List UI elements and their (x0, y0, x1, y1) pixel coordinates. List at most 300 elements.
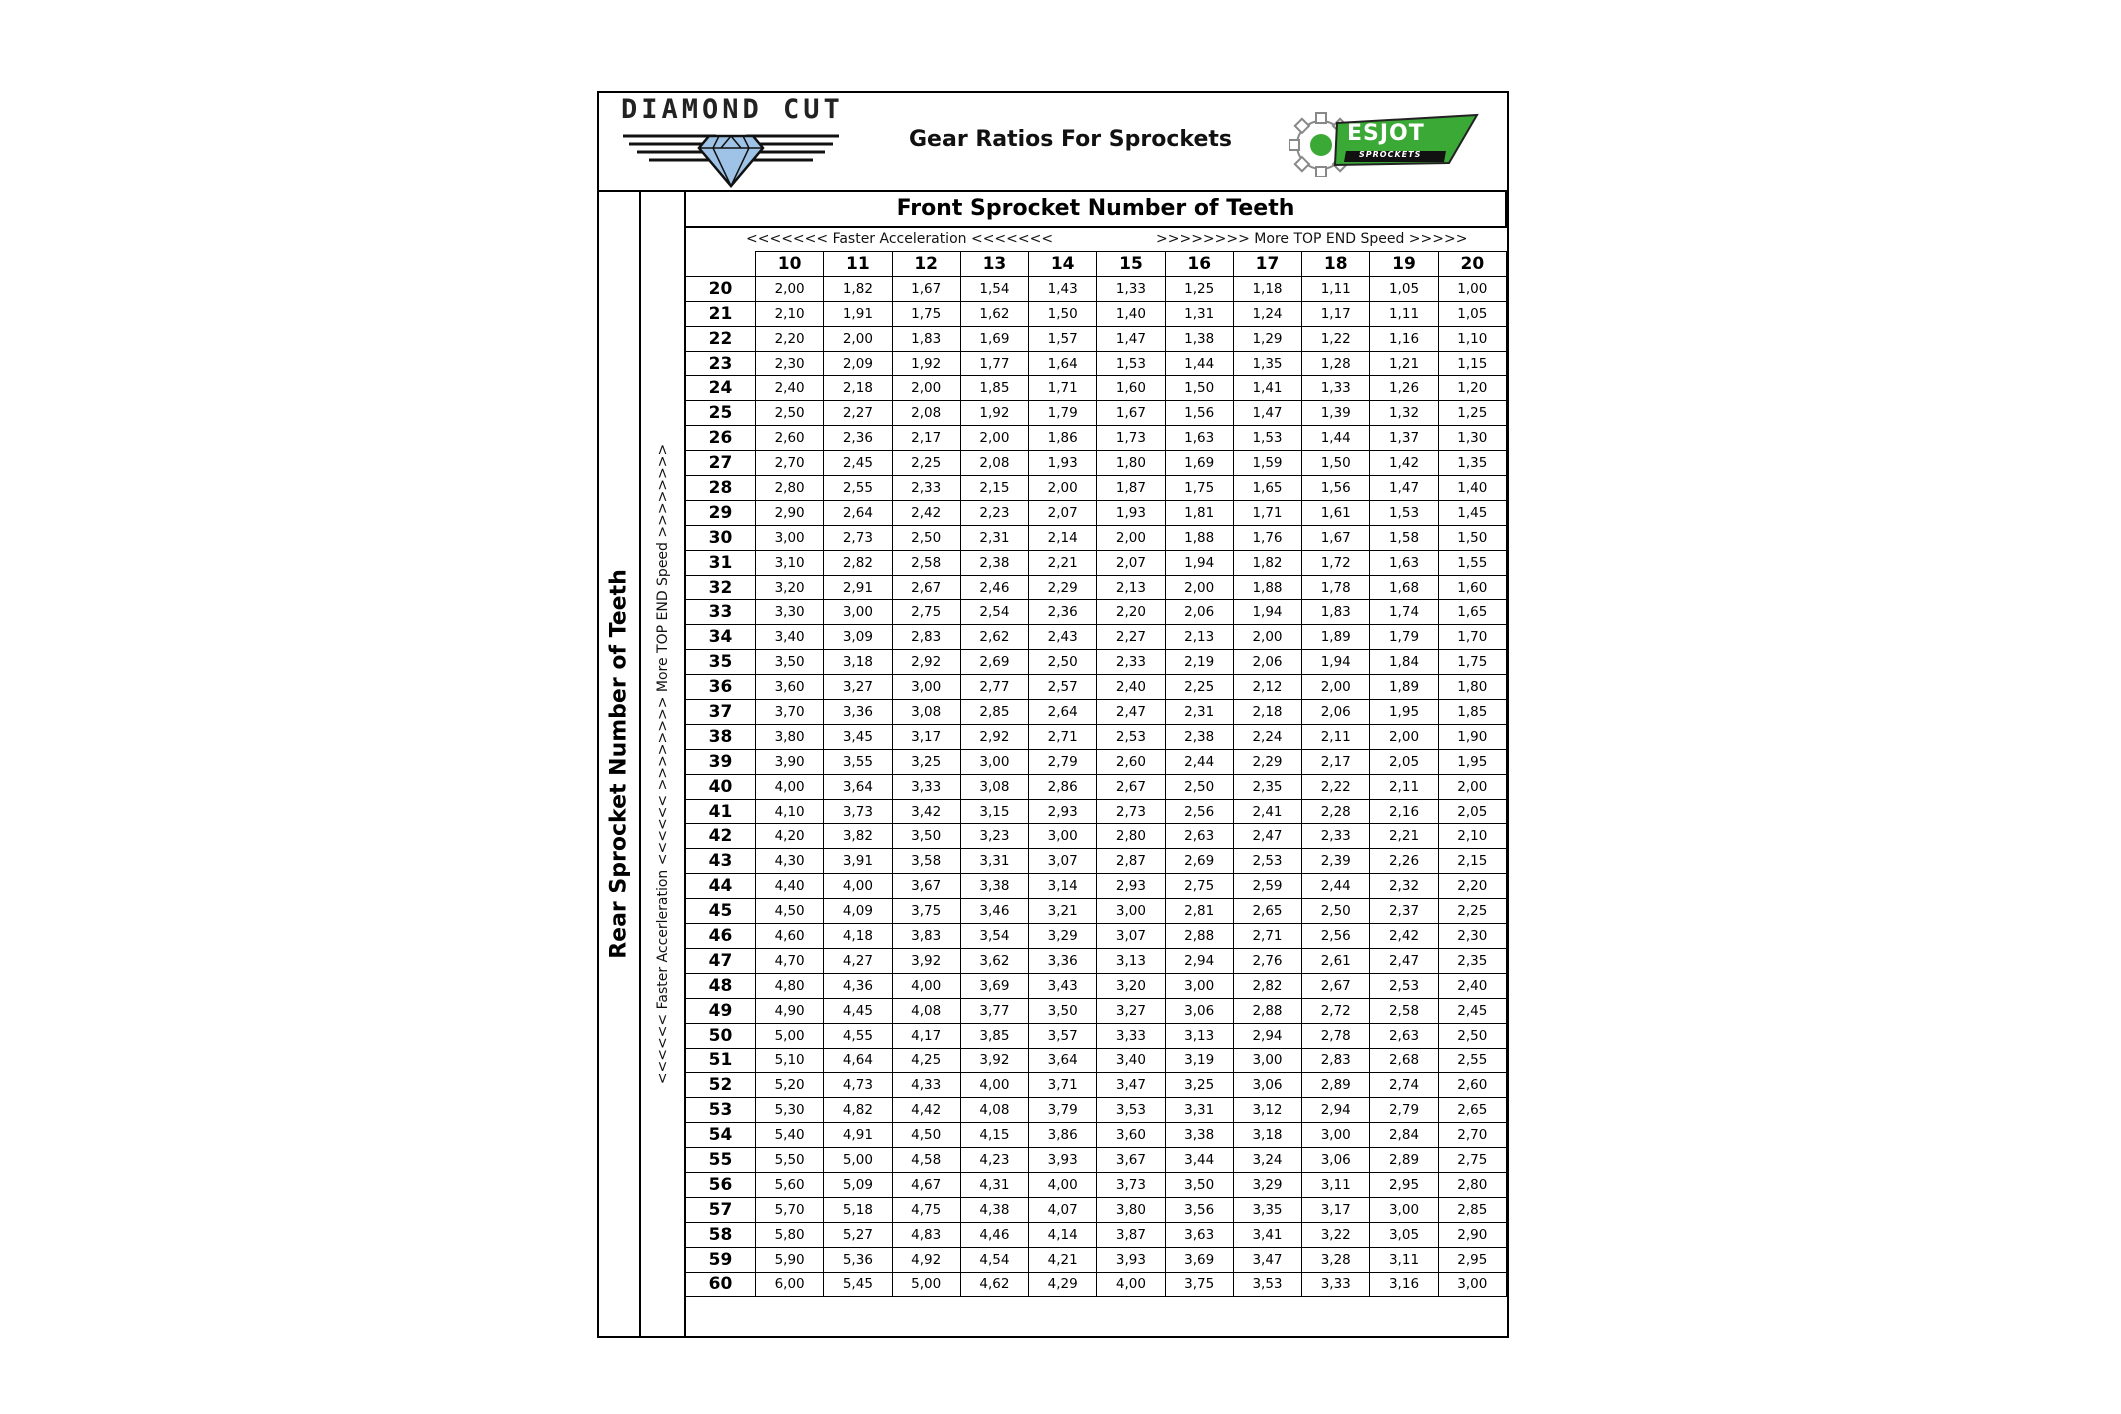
ratio-cell: 4,00 (755, 774, 823, 799)
ratio-cell: 2,50 (755, 401, 823, 426)
ratio-cell: 3,50 (755, 650, 823, 675)
ratio-cell: 2,88 (1165, 924, 1233, 949)
ratio-cell: 4,90 (755, 998, 823, 1023)
ratio-cell: 2,65 (1233, 899, 1301, 924)
ratio-cell: 2,13 (1097, 575, 1165, 600)
ratio-cell: 3,31 (1165, 1098, 1233, 1123)
ratio-cell: 2,55 (824, 476, 892, 501)
ratio-cell: 3,46 (960, 899, 1028, 924)
ratio-cell: 1,83 (1302, 600, 1370, 625)
ratio-cell: 1,78 (1302, 575, 1370, 600)
ratio-cell: 3,00 (960, 749, 1028, 774)
ratio-cell: 5,00 (755, 1023, 823, 1048)
ratio-cell: 2,74 (1370, 1073, 1438, 1098)
rear-teeth-cell: 49 (686, 998, 755, 1023)
ratio-cell: 1,79 (1029, 401, 1097, 426)
ratio-cell: 1,75 (892, 301, 960, 326)
ratio-cell: 2,50 (1029, 650, 1097, 675)
ratio-cell: 4,00 (1029, 1172, 1097, 1197)
ratio-cell: 3,63 (1165, 1222, 1233, 1247)
ratio-cell: 2,33 (1097, 650, 1165, 675)
ratio-cell: 1,44 (1302, 426, 1370, 451)
ratio-cell: 2,85 (1438, 1197, 1506, 1222)
ratio-cell: 3,64 (824, 774, 892, 799)
ratio-cell: 2,05 (1438, 799, 1506, 824)
ratio-cell: 2,45 (1438, 998, 1506, 1023)
table-row (686, 749, 1507, 774)
ratio-cell: 3,53 (1097, 1098, 1165, 1123)
ratio-cell: 3,15 (960, 799, 1028, 824)
ratio-cell: 3,00 (1302, 1123, 1370, 1148)
ratio-cell: 3,45 (824, 724, 892, 749)
ratio-cell: 3,27 (1097, 998, 1165, 1023)
ratio-cell: 1,33 (1097, 276, 1165, 301)
ratio-cell: 2,40 (755, 376, 823, 401)
ratio-cell: 3,93 (1029, 1148, 1097, 1173)
rear-teeth-cell: 35 (686, 650, 755, 675)
ratio-cell: 2,60 (755, 426, 823, 451)
ratio-cell: 3,60 (1097, 1123, 1165, 1148)
ratio-cell: 2,70 (755, 451, 823, 476)
front-teeth-header-row (686, 252, 1507, 277)
ratio-cell: 3,56 (1165, 1197, 1233, 1222)
ratio-cell: 3,36 (824, 700, 892, 725)
ratio-cell: 2,00 (1370, 724, 1438, 749)
ratio-cell: 2,00 (1029, 476, 1097, 501)
ratio-cell: 1,94 (1165, 550, 1233, 575)
ratio-cell: 3,73 (824, 799, 892, 824)
table-row (686, 849, 1507, 874)
ratio-cell: 2,94 (1165, 948, 1233, 973)
ratio-cell: 4,54 (960, 1247, 1028, 1272)
ratio-cell: 2,36 (824, 426, 892, 451)
ratio-cell: 1,47 (1097, 326, 1165, 351)
ratio-cell: 2,05 (1370, 749, 1438, 774)
ratio-cell: 3,00 (1097, 899, 1165, 924)
ratio-cell: 1,77 (960, 351, 1028, 376)
ratio-cell: 2,53 (1097, 724, 1165, 749)
table-row (686, 376, 1507, 401)
table-row (686, 774, 1507, 799)
ratio-cell: 3,19 (1165, 1048, 1233, 1073)
rear-teeth-cell: 56 (686, 1172, 755, 1197)
ratio-cell: 2,75 (1438, 1148, 1506, 1173)
ratio-cell: 2,07 (1029, 500, 1097, 525)
table-row (686, 1023, 1507, 1048)
ratio-cell: 1,59 (1233, 451, 1301, 476)
ratio-cell: 1,90 (1438, 724, 1506, 749)
ratio-cell: 3,40 (755, 625, 823, 650)
ratio-cell: 2,64 (824, 500, 892, 525)
rear-teeth-cell: 57 (686, 1197, 755, 1222)
table-row (686, 973, 1507, 998)
ratio-cell: 4,67 (892, 1172, 960, 1197)
ratio-cell: 2,36 (1029, 600, 1097, 625)
ratio-cell: 1,79 (1370, 625, 1438, 650)
rear-teeth-cell: 28 (686, 476, 755, 501)
ratio-cell: 1,29 (1233, 326, 1301, 351)
ratio-cell: 4,60 (755, 924, 823, 949)
ratio-cell: 1,68 (1370, 575, 1438, 600)
rear-label-column (599, 192, 641, 1336)
ratio-cell: 1,25 (1165, 276, 1233, 301)
ratio-cell: 2,08 (892, 401, 960, 426)
ratio-cell: 2,63 (1165, 824, 1233, 849)
ratio-cell: 1,94 (1302, 650, 1370, 675)
ratio-cell: 1,92 (960, 401, 1028, 426)
table-row (686, 476, 1507, 501)
front-sprocket-label: Front Sprocket Number of Teeth (686, 192, 1507, 228)
table-row (686, 301, 1507, 326)
ratio-cell: 1,11 (1302, 276, 1370, 301)
rear-teeth-cell: 31 (686, 550, 755, 575)
ratio-cell: 1,35 (1233, 351, 1301, 376)
rear-teeth-cell: 44 (686, 874, 755, 899)
ratio-cell: 3,77 (960, 998, 1028, 1023)
ratio-cell: 3,67 (892, 874, 960, 899)
ratio-cell: 3,13 (1097, 948, 1165, 973)
ratio-cell: 4,00 (892, 973, 960, 998)
ratio-cell: 2,30 (1438, 924, 1506, 949)
ratio-cell: 2,00 (1097, 525, 1165, 550)
ratio-cell: 2,25 (1165, 675, 1233, 700)
ratio-cell: 5,00 (824, 1148, 892, 1173)
front-teeth-header: 17 (1233, 252, 1301, 277)
ratio-cell: 4,21 (1029, 1247, 1097, 1272)
ratio-cell: 2,75 (892, 600, 960, 625)
ratio-cell: 3,40 (1097, 1048, 1165, 1073)
ratio-cell: 5,09 (824, 1172, 892, 1197)
ratio-cell: 2,27 (824, 401, 892, 426)
ratio-cell: 2,71 (1233, 924, 1301, 949)
ratio-cell: 2,80 (1438, 1172, 1506, 1197)
ratio-cell: 2,10 (1438, 824, 1506, 849)
ratio-cell: 3,64 (1029, 1048, 1097, 1073)
ratio-cell: 3,22 (1302, 1222, 1370, 1247)
front-teeth-header: 15 (1097, 252, 1165, 277)
ratio-cell: 1,69 (1165, 451, 1233, 476)
rear-teeth-cell: 50 (686, 1023, 755, 1048)
table-row (686, 600, 1507, 625)
ratio-cell: 4,42 (892, 1098, 960, 1123)
ratio-cell: 2,67 (892, 575, 960, 600)
ratio-cell: 1,81 (1165, 500, 1233, 525)
ratio-cell: 2,80 (755, 476, 823, 501)
rear-teeth-cell: 32 (686, 575, 755, 600)
ratio-cell: 3,90 (755, 749, 823, 774)
table-row (686, 500, 1507, 525)
ratio-cell: 2,00 (960, 426, 1028, 451)
table-row (686, 675, 1507, 700)
ratio-cell: 1,75 (1438, 650, 1506, 675)
ratio-cell: 3,91 (824, 849, 892, 874)
faster-acceleration-hint: <<<<<<< Faster Acceleration <<<<<<< (746, 231, 1054, 247)
ratio-cell: 1,63 (1370, 550, 1438, 575)
rear-teeth-cell: 45 (686, 899, 755, 924)
rear-teeth-cell: 43 (686, 849, 755, 874)
ratio-cell: 1,88 (1165, 525, 1233, 550)
ratio-cell: 3,75 (892, 899, 960, 924)
ratio-cell: 2,83 (892, 625, 960, 650)
ratio-cell: 2,11 (1370, 774, 1438, 799)
table-row (686, 1123, 1507, 1148)
ratio-cell: 3,33 (1097, 1023, 1165, 1048)
ratio-cell: 2,89 (1370, 1148, 1438, 1173)
ratio-cell: 2,47 (1097, 700, 1165, 725)
ratio-cell: 3,47 (1233, 1247, 1301, 1272)
ratio-cell: 2,73 (824, 525, 892, 550)
ratio-cell: 1,40 (1438, 476, 1506, 501)
ratio-cell: 1,38 (1165, 326, 1233, 351)
ratio-cell: 1,50 (1165, 376, 1233, 401)
ratio-cell: 2,00 (755, 276, 823, 301)
ratio-cell: 3,17 (1302, 1197, 1370, 1222)
ratio-cell: 1,95 (1438, 749, 1506, 774)
ratio-cell: 4,45 (824, 998, 892, 1023)
ratio-cell: 3,33 (892, 774, 960, 799)
ratio-cell: 1,67 (1302, 525, 1370, 550)
ratio-cell: 5,27 (824, 1222, 892, 1247)
ratio-cell: 1,95 (1370, 700, 1438, 725)
ratio-cell: 2,84 (1370, 1123, 1438, 1148)
ratio-cell: 5,30 (755, 1098, 823, 1123)
ratio-cell: 5,36 (824, 1247, 892, 1272)
ratio-cell: 2,06 (1165, 600, 1233, 625)
ratio-cell: 3,00 (824, 600, 892, 625)
ratio-cell: 3,75 (1165, 1272, 1233, 1297)
ratio-cell: 2,90 (1438, 1222, 1506, 1247)
ratio-cell: 2,53 (1370, 973, 1438, 998)
ratio-cell: 4,82 (824, 1098, 892, 1123)
ratio-cell: 3,20 (755, 575, 823, 600)
sheet-header (599, 93, 1507, 192)
table-corner (686, 252, 755, 277)
ratio-cell: 1,42 (1370, 451, 1438, 476)
ratio-cell: 1,41 (1233, 376, 1301, 401)
table-row (686, 874, 1507, 899)
ratio-cell: 2,58 (892, 550, 960, 575)
ratio-cell: 2,44 (1165, 749, 1233, 774)
ratio-cell: 3,17 (892, 724, 960, 749)
ratio-cell: 1,37 (1370, 426, 1438, 451)
ratio-cell: 2,11 (1302, 724, 1370, 749)
ratio-cell: 3,00 (892, 675, 960, 700)
ratio-cell: 4,20 (755, 824, 823, 849)
ratio-cell: 3,27 (824, 675, 892, 700)
ratio-cell: 2,31 (960, 525, 1028, 550)
ratio-cell: 1,89 (1370, 675, 1438, 700)
rear-teeth-cell: 36 (686, 675, 755, 700)
ratio-cell: 2,93 (1029, 799, 1097, 824)
table-row (686, 1222, 1507, 1247)
ratio-cell: 5,00 (892, 1272, 960, 1297)
ratio-cell: 3,25 (892, 749, 960, 774)
ratio-cell: 1,43 (1029, 276, 1097, 301)
ratio-cell: 1,80 (1097, 451, 1165, 476)
front-teeth-header: 13 (960, 252, 1028, 277)
ratio-cell: 2,22 (1302, 774, 1370, 799)
ratio-cell: 2,00 (1233, 625, 1301, 650)
rear-teeth-cell: 40 (686, 774, 755, 799)
ratio-cell: 1,83 (892, 326, 960, 351)
ratio-cell: 2,40 (1097, 675, 1165, 700)
ratio-cell: 1,53 (1370, 500, 1438, 525)
ratio-cell: 2,78 (1302, 1023, 1370, 1048)
front-teeth-header: 18 (1302, 252, 1370, 277)
rear-teeth-cell: 21 (686, 301, 755, 326)
ratio-cell: 3,87 (1097, 1222, 1165, 1247)
ratio-cell: 1,91 (824, 301, 892, 326)
ratio-cell: 1,45 (1438, 500, 1506, 525)
ratio-cell: 2,77 (960, 675, 1028, 700)
table-row (686, 924, 1507, 949)
ratio-cell: 4,91 (824, 1123, 892, 1148)
ratio-cell: 2,58 (1370, 998, 1438, 1023)
ratio-cell: 3,21 (1029, 899, 1097, 924)
ratio-cell: 2,82 (1233, 973, 1301, 998)
ratio-cell: 4,27 (824, 948, 892, 973)
ratio-cell: 2,63 (1370, 1023, 1438, 1048)
ratio-cell: 2,50 (892, 525, 960, 550)
ratio-cell: 4,08 (892, 998, 960, 1023)
rear-teeth-cell: 58 (686, 1222, 755, 1247)
rear-sprocket-label: Rear Sprocket Number of Teeth (606, 569, 632, 959)
ratio-cell: 4,73 (824, 1073, 892, 1098)
ratio-cell: 2,16 (1370, 799, 1438, 824)
side-speed-hint: <<<<<< Faster Accerleration <<<<<< >>>>>>>> More TOP END Speed >>>>>>>> (654, 443, 671, 1085)
ratio-cell: 1,75 (1165, 476, 1233, 501)
ratio-cell: 3,42 (892, 799, 960, 824)
ratio-cell: 3,11 (1302, 1172, 1370, 1197)
ratio-cell: 4,25 (892, 1048, 960, 1073)
ratio-cell: 1,67 (892, 276, 960, 301)
ratio-cell: 1,87 (1097, 476, 1165, 501)
table-row (686, 1272, 1507, 1297)
ratio-cell: 5,60 (755, 1172, 823, 1197)
ratio-cell: 5,80 (755, 1222, 823, 1247)
table-row (686, 948, 1507, 973)
ratio-cell: 2,67 (1302, 973, 1370, 998)
ratio-cell: 3,50 (1165, 1172, 1233, 1197)
ratio-cell: 2,59 (1233, 874, 1301, 899)
ratio-cell: 2,50 (1165, 774, 1233, 799)
ratio-cell: 2,00 (1165, 575, 1233, 600)
ratio-cell: 3,00 (1233, 1048, 1301, 1073)
ratio-cell: 4,64 (824, 1048, 892, 1073)
top-speed-hints (686, 228, 1507, 251)
rear-teeth-cell: 20 (686, 276, 755, 301)
ratio-cell: 1,82 (1233, 550, 1301, 575)
rear-teeth-cell: 33 (686, 600, 755, 625)
ratio-cell: 4,07 (1029, 1197, 1097, 1222)
ratio-cell: 2,08 (960, 451, 1028, 476)
ratio-cell: 1,65 (1233, 476, 1301, 501)
ratio-cell: 5,90 (755, 1247, 823, 1272)
ratio-cell: 4,40 (755, 874, 823, 899)
table-row (686, 401, 1507, 426)
ratio-cell: 1,11 (1370, 301, 1438, 326)
ratio-cell: 2,88 (1233, 998, 1301, 1023)
ratio-cell: 2,00 (892, 376, 960, 401)
rear-teeth-cell: 23 (686, 351, 755, 376)
ratio-cell: 1,76 (1233, 525, 1301, 550)
front-teeth-header: 12 (892, 252, 960, 277)
ratio-cell: 2,33 (1302, 824, 1370, 849)
ratio-cell: 3,82 (824, 824, 892, 849)
ratio-cell: 2,56 (1165, 799, 1233, 824)
ratio-cell: 3,92 (892, 948, 960, 973)
ratio-cell: 1,69 (960, 326, 1028, 351)
ratio-cell: 2,06 (1302, 700, 1370, 725)
table-row (686, 550, 1507, 575)
ratio-cell: 4,38 (960, 1197, 1028, 1222)
table-row (686, 525, 1507, 550)
ratio-cell: 2,00 (824, 326, 892, 351)
table-row (686, 1247, 1507, 1272)
ratio-cell: 1,16 (1370, 326, 1438, 351)
ratio-cell: 2,24 (1233, 724, 1301, 749)
table-row (686, 451, 1507, 476)
ratio-cell: 2,38 (960, 550, 1028, 575)
more-top-speed-hint: >>>>>>>> More TOP END Speed >>>>> (1156, 231, 1468, 247)
ratio-cell: 1,64 (1029, 351, 1097, 376)
ratio-cell: 1,44 (1165, 351, 1233, 376)
ratio-cell: 2,75 (1165, 874, 1233, 899)
table-row (686, 799, 1507, 824)
table-row (686, 351, 1507, 376)
ratio-cell: 4,17 (892, 1023, 960, 1048)
ratio-cell: 2,39 (1302, 849, 1370, 874)
ratio-cell: 2,64 (1029, 700, 1097, 725)
table-row (686, 625, 1507, 650)
ratio-cell: 3,60 (755, 675, 823, 700)
ratio-cell: 3,31 (960, 849, 1028, 874)
ratio-cell: 1,47 (1233, 401, 1301, 426)
ratio-cell: 2,65 (1438, 1098, 1506, 1123)
ratio-cell: 3,35 (1233, 1197, 1301, 1222)
ratio-cell: 4,58 (892, 1148, 960, 1173)
ratio-cell: 2,89 (1302, 1073, 1370, 1098)
table-row (686, 1073, 1507, 1098)
ratio-cell: 3,47 (1097, 1073, 1165, 1098)
table-row (686, 1172, 1507, 1197)
ratio-cell: 1,55 (1438, 550, 1506, 575)
ratio-cell: 3,83 (892, 924, 960, 949)
ratio-cell: 5,70 (755, 1197, 823, 1222)
ratio-cell: 3,20 (1097, 973, 1165, 998)
ratio-cell: 3,07 (1097, 924, 1165, 949)
rear-teeth-cell: 26 (686, 426, 755, 451)
ratio-cell: 3,53 (1233, 1272, 1301, 1297)
ratio-cell: 2,17 (892, 426, 960, 451)
ratio-cell: 3,16 (1370, 1272, 1438, 1297)
ratio-cell: 5,45 (824, 1272, 892, 1297)
ratio-cell: 1,24 (1233, 301, 1301, 326)
ratio-cell: 2,14 (1029, 525, 1097, 550)
rear-teeth-cell: 51 (686, 1048, 755, 1073)
ratio-cell: 3,80 (1097, 1197, 1165, 1222)
ratio-cell: 1,85 (1438, 700, 1506, 725)
ratio-cell: 4,50 (755, 899, 823, 924)
ratio-cell: 1,56 (1165, 401, 1233, 426)
rear-teeth-cell: 24 (686, 376, 755, 401)
ratio-cell: 2,40 (1438, 973, 1506, 998)
ratio-cell: 2,12 (1233, 675, 1301, 700)
ratio-cell: 2,32 (1370, 874, 1438, 899)
ratio-cell: 3,44 (1165, 1148, 1233, 1173)
ratio-cell: 2,38 (1165, 724, 1233, 749)
rear-teeth-cell: 47 (686, 948, 755, 973)
